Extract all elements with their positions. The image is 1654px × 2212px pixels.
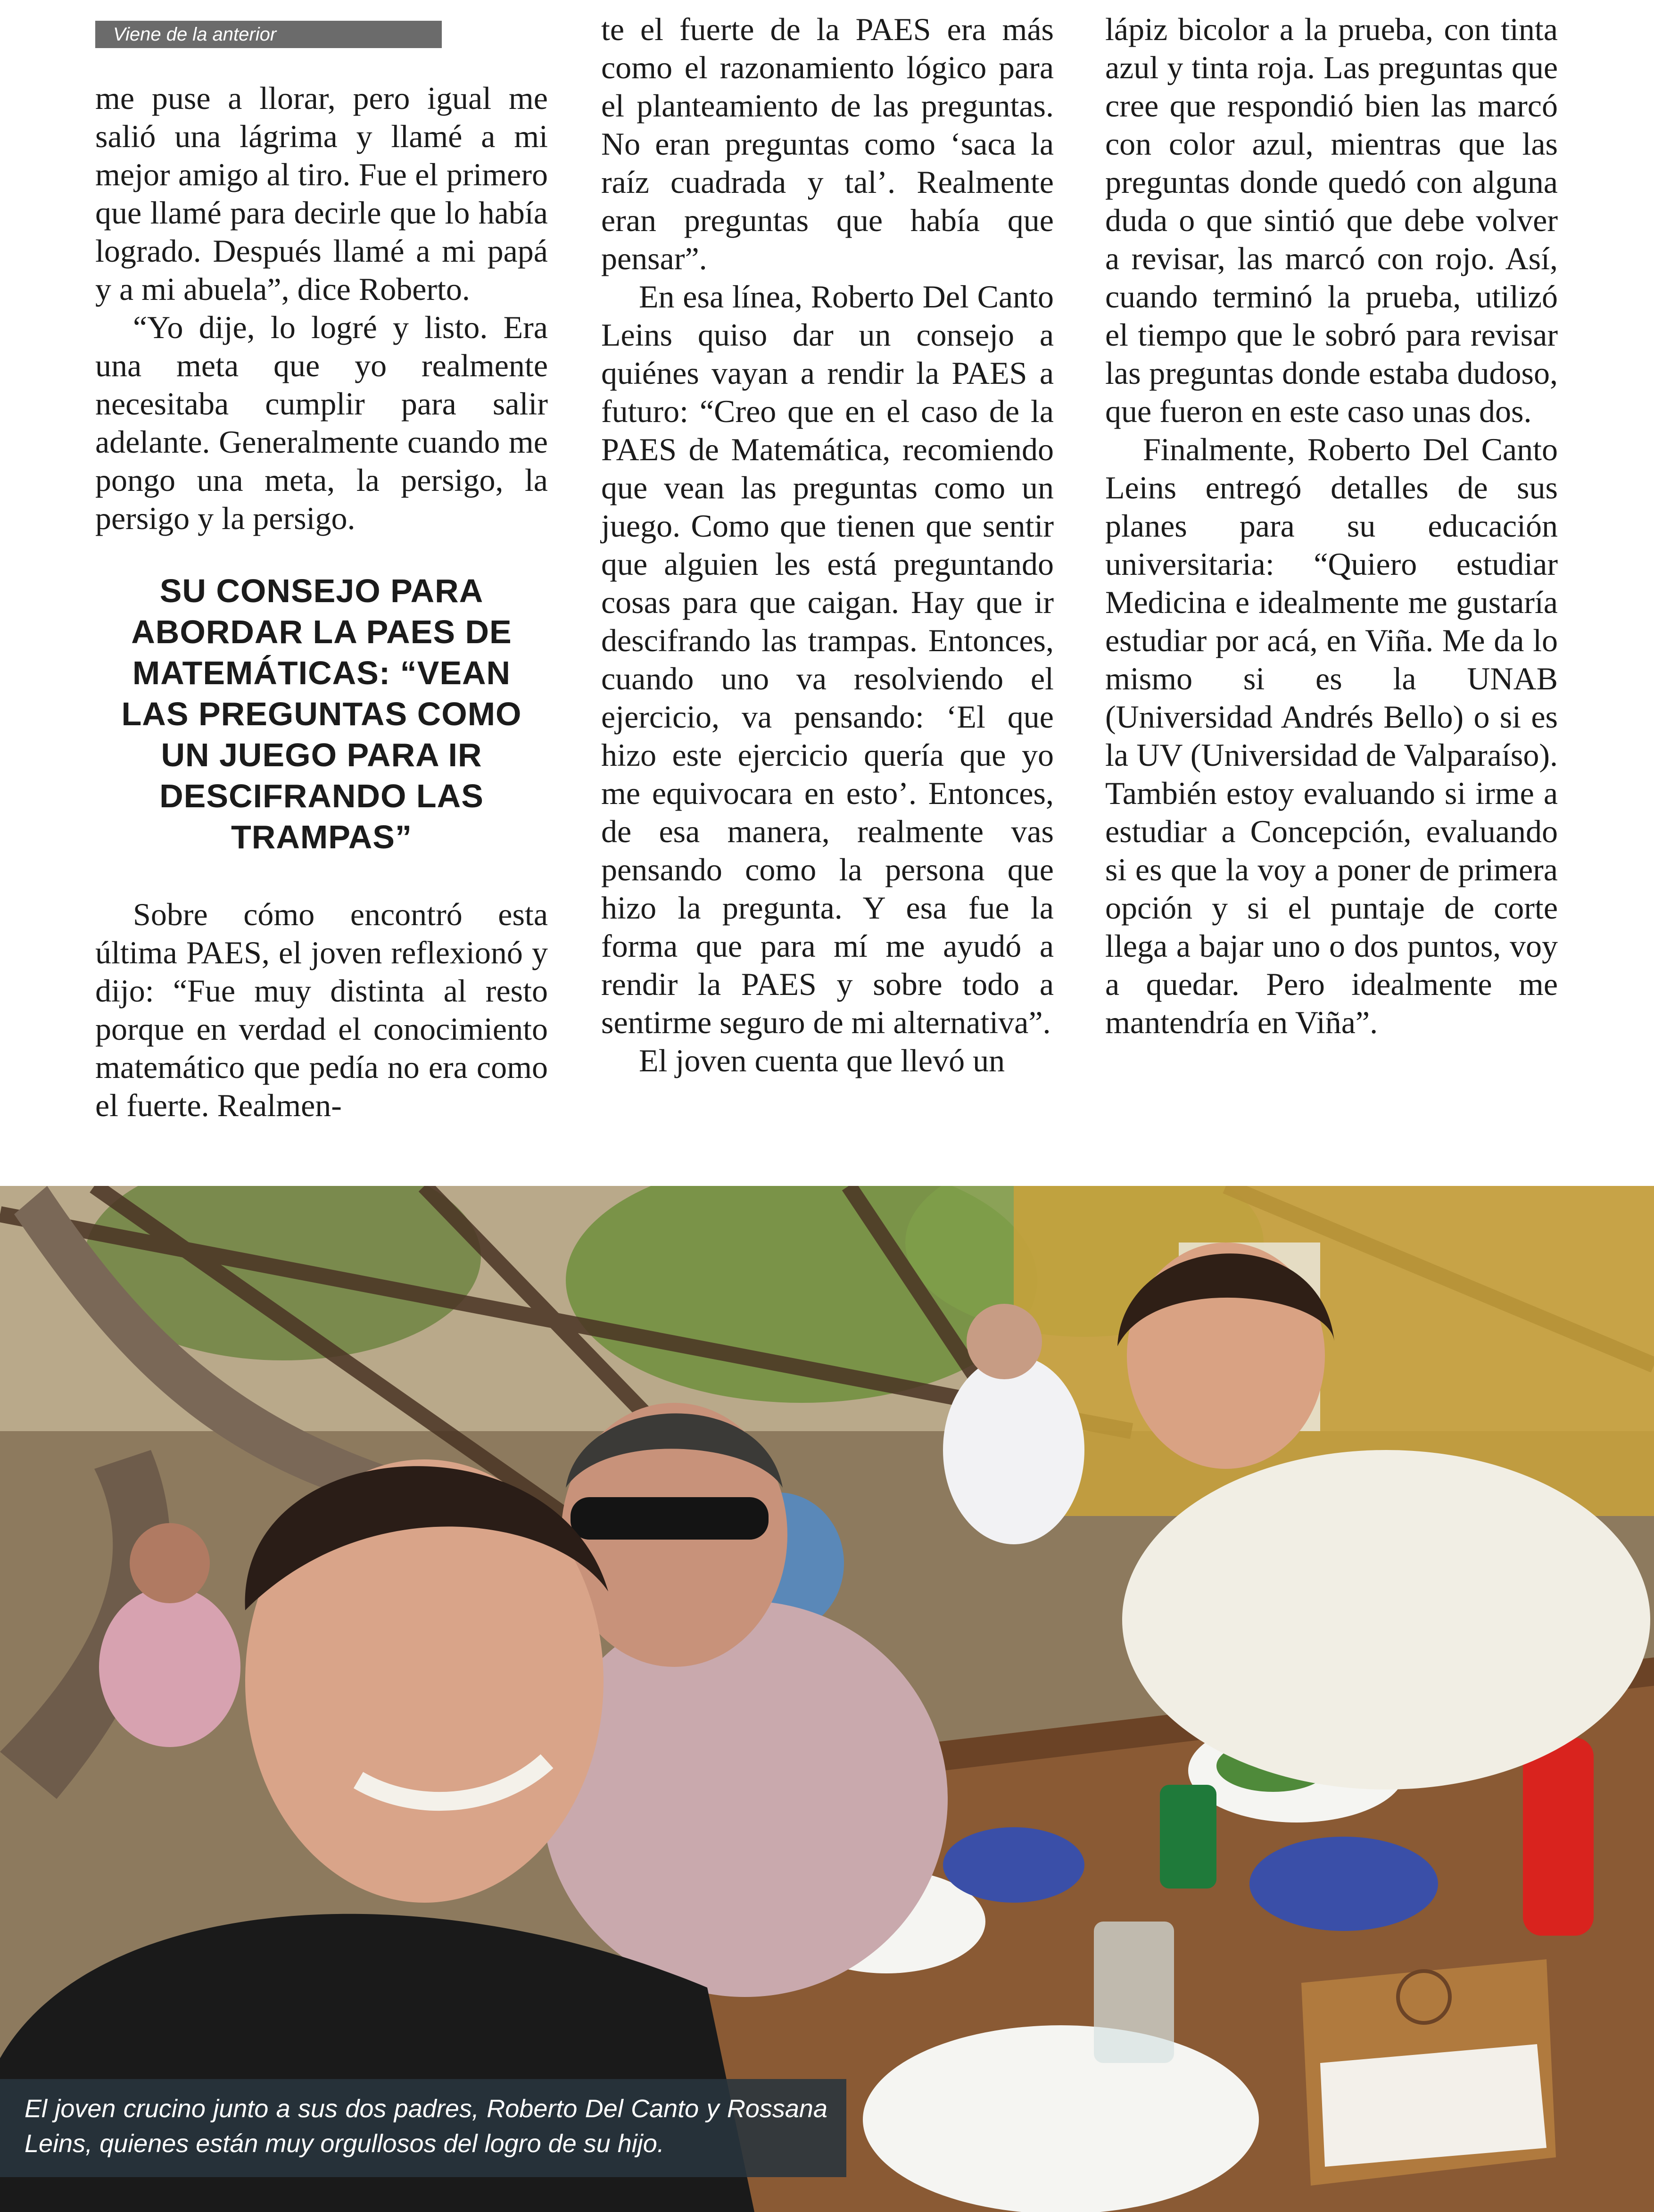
subheading: SU CONSEJO PARA ABORDAR LA PAES DE MATEMÁTICAS: “VEAN LAS PREGUNTAS COMO UN JUEGO PARA IR DESCIFRANDO LAS TRAMPAS” — [121, 572, 522, 855]
paragraph: En esa línea, Roberto Del Canto Leins quiso dar un consejo a quiénes vayan a rendir la PAES a futuro: “Creo que en el caso de la PAES de Matemática, recomiendo que vean las preguntas como un juego. Como que tienen que sentir que alguien les está preguntando cosas para que caigan. Hay que ir descifrando las trampas. Entonces, cuando uno va resolviendo el ejercicio, va pensando: ‘El que hizo este ejercicio quería que yo me equivocara en esto’. Entonces, de esa manera, realmente vas pensando como la persona que hizo la pregunta. Y esa fue la forma que para mí me ayudó a rendir la PAES y sobre todo a sentirme seguro de mi alternativa”. — [601, 279, 1054, 1040]
paragraph: te el fuerte de la PAES era más como el razonamiento lógico para el planteamiento de las preguntas. No eran preguntas como ‘saca la raíz cuadrada y tal’. Realmente eran preguntas que había que pensar”. — [601, 11, 1054, 276]
article-column-1 — [95, 79, 548, 1125]
family-photo — [0, 1186, 1654, 2212]
paragraph: “Yo dije, lo logré y listo. Era una meta que yo realmente necesitaba cumplir para salir adelante. Generalmente cuando me pongo una meta, la persigo, la persigo y la persigo. — [95, 309, 548, 536]
section-kicker: Viene de la anterior — [95, 21, 442, 48]
paragraph: Finalmente, Roberto Del Canto Leins entregó detalles de sus planes para su educación universitaria: “Quiero estudiar Medicina e idealmente me gustaría estudiar por acá, en Viña. Me da lo mismo si es la UNAB (Universidad Andrés Bello) o si es la UV (Universidad de Valparaíso). También estoy evaluando si irme a estudiar a Concepción, evaluando si es que la voy a poner de primera opción y si el puntaje de corte llega a bajar uno o dos puntos, voy a quedar. Pero idealmente me mantendría en Viña”. — [1105, 431, 1558, 1040]
article-column-2 — [601, 10, 1054, 1080]
article-column-3 — [1105, 10, 1558, 1042]
paragraph: El joven cuenta que llevó un — [639, 1043, 1005, 1078]
paragraph: lápiz bicolor a la prueba, con tinta azul y tinta roja. Las preguntas que cree que respondió bien las marcó con color azul, mientras que las preguntas donde quedó con alguna duda o que sintió que debe volver a revisar, las marcó con rojo. Así, cuando terminó la prueba, utilizó el tiempo que le sobró para revisar las preguntas donde estaba dudoso, que fueron en este caso unas dos. — [1105, 11, 1558, 429]
photo-illustration — [0, 1186, 1654, 2212]
paragraph: Sobre cómo encontró esta última PAES, el joven reflexionó y dijo: “Fue muy distinta al resto porque en verdad el conocimiento matemático que pedía no era como el fuerte. Realmen- — [95, 896, 548, 1123]
paragraph: me puse a llorar, pero igual me salió una lágrima y llamé a mi mejor amigo al tiro. Fue el primero que llamé para decirle que lo había logrado. Después llamé a mi papá y a mi abuela”, dice Roberto. — [95, 80, 548, 307]
photo-caption: El joven crucino junto a sus dos padres, Roberto Del Canto y Rossana Leins, quienes están muy orgullosos del logro de su hijo. — [0, 2079, 846, 2177]
